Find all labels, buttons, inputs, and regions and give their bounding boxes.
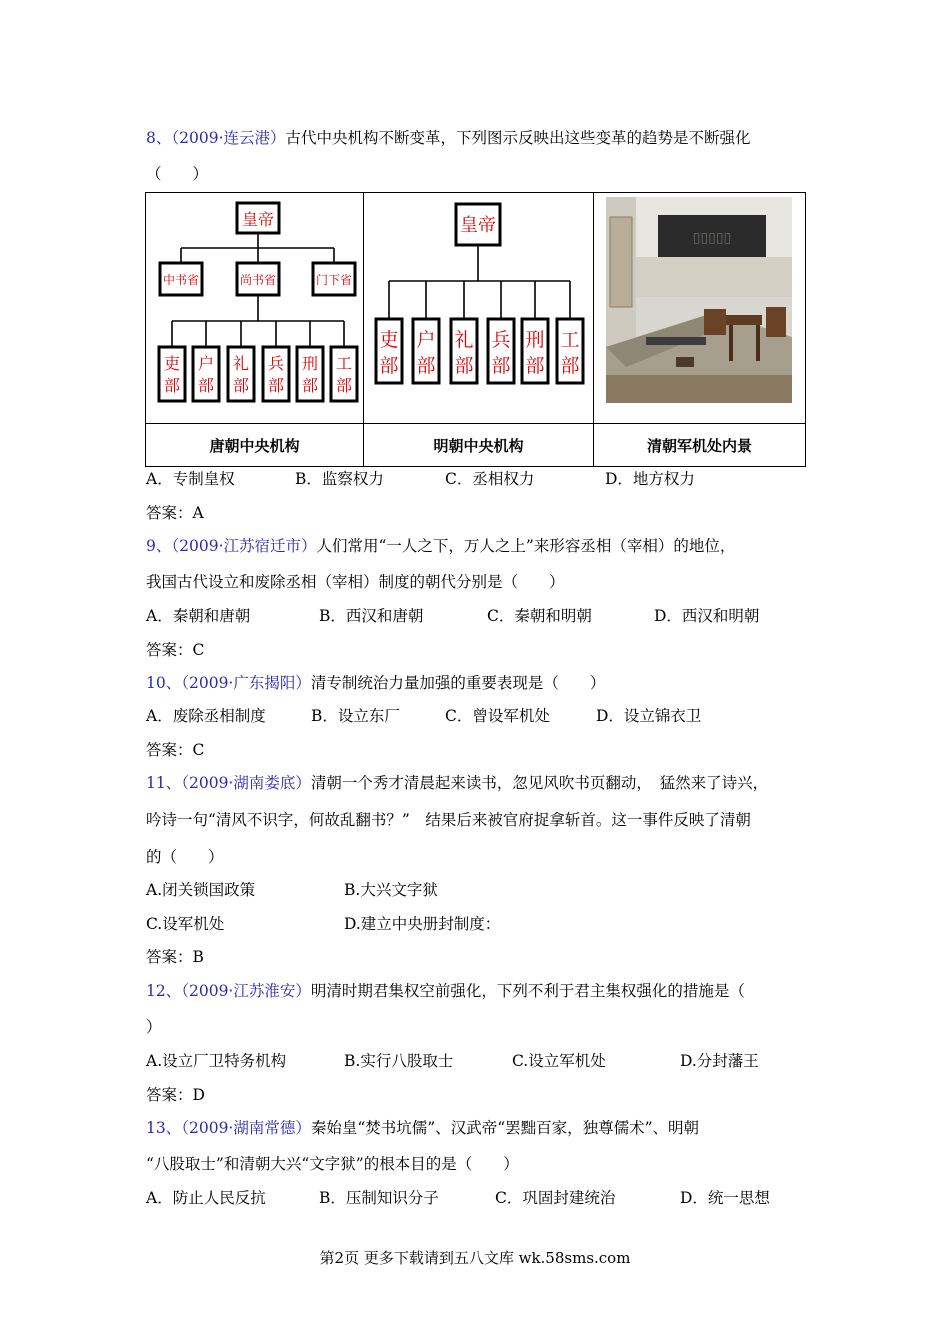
tang-bu-6: 工部 xyxy=(335,354,353,395)
tang-org-diagram xyxy=(146,193,363,423)
tang-bu-5: 刑部 xyxy=(301,354,319,395)
q13-stem-line1 xyxy=(146,1118,699,1138)
q8-source: （2009·连云港） xyxy=(171,129,286,147)
q10-option-b: B．设立东厂 xyxy=(311,707,400,725)
q13-source: （2009·湖南常德） xyxy=(181,1119,311,1137)
qing-photo-cell xyxy=(594,193,806,424)
q12-number: 12、 xyxy=(146,982,182,1000)
q11-option-b: B.大兴文字狱 xyxy=(344,881,438,899)
page-footer: 第2页 更多下载请到五八文库 wk.58sms.com xyxy=(319,1249,631,1267)
ming-caption: 明朝中央机构 xyxy=(364,424,594,467)
q8-option-c: C．丞相权力 xyxy=(445,470,535,488)
q13-option-d: D．统一思想 xyxy=(680,1189,770,1207)
q10-stem xyxy=(146,673,605,693)
q11-option-c: C.设军机处 xyxy=(146,915,225,933)
q13-stem-line2: “八股取士”和清朝大兴“文字狱”的根本目的是（ ） xyxy=(146,1155,519,1173)
q8-option-a: A．专制皇权 xyxy=(146,470,235,488)
q9-option-c: C．秦朝和明朝 xyxy=(487,607,592,625)
tang-emperor-label: 皇帝 xyxy=(241,210,275,229)
q9-stem-line1 xyxy=(146,536,735,556)
q11-stem-line2: 吟诗一句“清风不识字，何故乱翻书？” 结果后来被官府捉拿斩首。这一事件反映了清朝 xyxy=(146,811,751,829)
q11-number: 11、 xyxy=(146,774,182,792)
q9-stem-line2: 我国古代设立和废除丞相（宰相）制度的朝代分别是（ ） xyxy=(146,573,565,591)
q9-number: 9、 xyxy=(146,537,172,555)
q11-option-a: A.闭关锁国政策 xyxy=(146,881,256,899)
ming-org-chart xyxy=(364,193,594,424)
q12-stem-line2: ） xyxy=(146,1018,162,1036)
tang-caption: 唐朝中央机构 xyxy=(146,424,364,467)
tang-bu-4: 兵部 xyxy=(267,354,285,395)
q12-source: （2009·江苏淮安） xyxy=(181,982,311,1000)
q13-option-a: A．防止人民反抗 xyxy=(146,1189,266,1207)
q9-source: （2009·江苏宿迁市） xyxy=(171,537,317,555)
q12-option-a: A.设立厂卫特务机构 xyxy=(146,1052,287,1070)
svg-text:▯▯▯▯▯: ▯▯▯▯▯ xyxy=(692,230,732,246)
junjichu-interior-photo xyxy=(606,197,792,403)
q8-stem xyxy=(146,128,751,148)
q11-answer: 答案：B xyxy=(146,948,204,966)
qing-caption: 清朝军机处内景 xyxy=(594,424,806,467)
q10-source: （2009·广东揭阳） xyxy=(181,674,311,692)
q9-text1: 人们常用“一人之下，万人之上”来形容丞相（宰相）的地位， xyxy=(316,537,736,555)
tang-org-chart xyxy=(146,193,364,424)
q13-option-b: B．压制知识分子 xyxy=(319,1189,439,1207)
q9-answer: 答案：C xyxy=(146,641,205,659)
tang-bu-3: 礼部 xyxy=(232,354,250,395)
q12-option-b: B.实行八股取士 xyxy=(344,1052,454,1070)
q11-stem-line3: 的（ ） xyxy=(146,848,224,866)
q13-text1: 秦始皇“焚书坑儒”、汉武帝“罢黜百家，独尊儒术”、明朝 xyxy=(310,1119,700,1137)
ming-bu-1: 吏部 xyxy=(379,329,399,377)
q11-stem-line1 xyxy=(146,773,768,793)
q8-text: 古代中央机构不断变革，下列图示反映出这些变革的趋势是不断强化 xyxy=(285,129,751,147)
q10-option-d: D．设立锦衣卫 xyxy=(596,707,702,725)
q10-option-a: A．废除丞相制度 xyxy=(146,707,266,725)
q8-option-b: B．监察权力 xyxy=(295,470,384,488)
tang-sheng-group xyxy=(160,263,355,295)
ming-emperor-label: 皇帝 xyxy=(460,215,496,236)
q11-text1: 清朝一个秀才清晨起来读书，忽见风吹书页翻动， 猛然来了诗兴， xyxy=(310,774,769,792)
q9-option-b: B．西汉和唐朝 xyxy=(319,607,424,625)
q9-option-d: D．西汉和明朝 xyxy=(654,607,760,625)
q8-answer: 答案：A xyxy=(146,504,204,522)
q11-source: （2009·湖南娄底） xyxy=(181,774,311,792)
ming-bu-6: 工部 xyxy=(560,329,580,377)
q10-text: 清专制统治力量加强的重要表现是（ ） xyxy=(310,674,606,692)
tang-bu-group xyxy=(159,347,357,401)
tang-bu-2: 户部 xyxy=(197,354,215,395)
q11-option-d: D.建立中央册封制度： xyxy=(344,915,501,933)
ming-bu-5: 刑部 xyxy=(525,329,545,377)
ming-bu-2: 户部 xyxy=(416,329,436,377)
q8-number: 8、 xyxy=(146,129,172,147)
ming-bu-4: 兵部 xyxy=(491,329,511,377)
q12-option-c: C.设立军机处 xyxy=(512,1052,606,1070)
q10-option-c: C．曾设军机处 xyxy=(445,707,550,725)
q8-option-d: D．地方权力 xyxy=(605,470,695,488)
tang-bu-1: 吏部 xyxy=(163,354,181,395)
q10-number: 10、 xyxy=(146,674,182,692)
tang-sheng-1: 中书省 xyxy=(162,273,200,287)
q8-figure-table xyxy=(145,192,806,467)
ming-bu-group xyxy=(376,319,583,383)
q13-number: 13、 xyxy=(146,1119,182,1137)
q12-option-d: D.分封藩王 xyxy=(680,1052,759,1070)
q8-blank: （ ） xyxy=(146,165,209,183)
q9-option-a: A．秦朝和唐朝 xyxy=(146,607,251,625)
tang-sheng-3: 门下省 xyxy=(315,273,353,287)
q12-text1: 明清时期君集权空前强化，下列不利于君主集权强化的措施是（ xyxy=(310,982,745,1000)
ming-bu-3: 礼部 xyxy=(454,329,474,377)
q12-answer: 答案：D xyxy=(146,1086,205,1104)
ming-org-diagram xyxy=(364,193,593,423)
q10-answer: 答案：C xyxy=(146,741,205,759)
q12-stem-line1 xyxy=(146,981,745,1001)
q13-option-c: C．巩固封建统治 xyxy=(495,1189,616,1207)
tang-sheng-2: 尚书省 xyxy=(239,273,277,287)
